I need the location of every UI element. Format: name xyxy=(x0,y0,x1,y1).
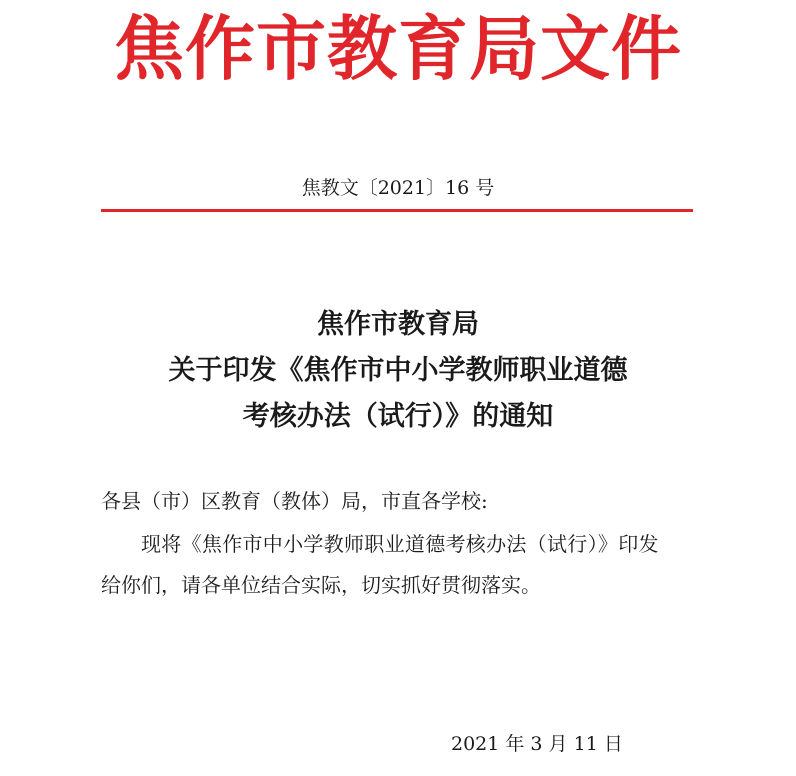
notice-title-line-2: 关于印发《焦作市中小学教师职业道德 xyxy=(168,355,628,386)
body-paragraph-line-1: 现将《焦作市中小学教师职业道德考核办法（试行）》印发 xyxy=(141,532,659,556)
red-divider-line xyxy=(101,209,693,212)
notice-title-line-1: 焦作市教育局 xyxy=(317,309,479,340)
body-paragraph-line-2: 给你们，请各单位结合实际，切实抓好贯彻落实。 xyxy=(101,573,541,597)
document-masthead: 焦作市教育局文件 xyxy=(114,7,682,90)
notice-title-line-3: 考核办法（试行）》的通知 xyxy=(242,401,554,432)
issue-date: 2021 年 3 月 11 日 xyxy=(451,733,623,755)
document-number: 焦教文〔2021〕16 号 xyxy=(301,177,495,199)
salutation: 各县（市）区教育（教体）局，市直各学校: xyxy=(101,489,488,513)
